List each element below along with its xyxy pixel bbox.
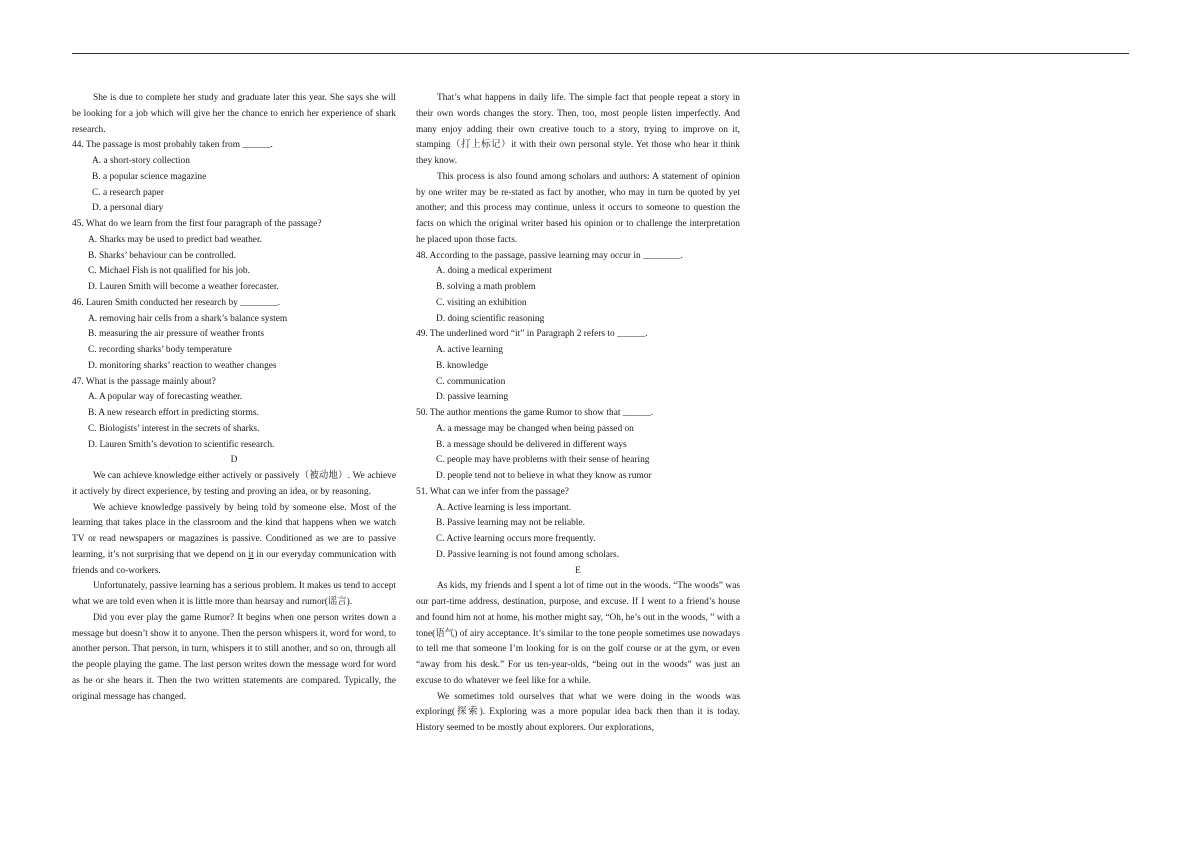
header-rule — [72, 53, 1129, 54]
question-47-option-d: D. Lauren Smith’s devotion to scientific research. — [88, 439, 275, 450]
question-48-option-c: C. visiting an exhibition — [436, 297, 527, 308]
paragraph-text: We achieve knowledge passively by being told by someone else. Most of the learning that takes place in the classroom and the kind that happens when we watch TV or read newspapers or magazines is passive. Conditioned as we are to passive learning, it’s not surprising that we depend on — [72, 502, 396, 560]
question-51-option-b: B. Passive learning may not be reliable. — [436, 518, 585, 529]
paragraph-text: in our everyday communication with friends and co-workers. — [72, 549, 397, 576]
question-50-option-b: B. a message should be delivered in different ways — [436, 439, 627, 450]
question-44-option-b: B. a popular science magazine — [92, 171, 207, 182]
paragraph: Did you ever play the game Rumor? It begins when one person writes down a message but doesn’t show it to anyone. Then the person whispers it, word for word, to another person. That person, in turn, whispers it to still another, and so on, through all the people playing the game. The last person writes down the message word for word as he or she hears it. Then the two written statements are compared. Typically, the original message has changed. — [72, 612, 396, 702]
question-48-option-a: A. doing a medical experiment — [436, 266, 552, 277]
question-47-stem: 47. What is the passage mainly about? — [72, 376, 216, 387]
question-50-option-d: D. people tend not to believe in what they know as rumor — [436, 471, 652, 481]
question-51-option-d: D. Passive learning is not found among scholars. — [436, 549, 620, 560]
question-50-stem: 50. The author mentions the game Rumor to show that ______. — [416, 408, 654, 418]
paragraph: This process is also found among scholars and authors: A statement of opinion by one writer may be re-stated as fact by another, who may in turn be quoted by yet another; and this process may continue, unless it occurs to someone to question the facts on which the original writer based his opinion or to challenge the interpretation he placed upon those facts. — [416, 171, 740, 245]
question-46-option-d: D. monitoring sharks’ reaction to weather changes — [88, 360, 277, 371]
paragraph: We sometimes told ourselves that what we were doing in the woods was exploring(探索). Exploring was a more popular idea back then than it is today. History seemed to be mostly about explorers. Our explorations, — [416, 691, 740, 733]
question-45-option-a: A. Sharks may be used to predict bad weather. — [88, 234, 262, 245]
question-46-option-a: A. removing hair cells from a shark’s balance system — [88, 313, 288, 324]
paragraph: As kids, my friends and I spent a lot of time out in the woods. “The woods” was our part-time address, destination, purpose, and excuse. If I went to a friend’s house and found him not at home, his mother might say, “Oh, he’s out in the woods, ” with a tone(语气) of airy acceptance. It’s similar to the tone people sometimes use nowadays to tell me that someone I’m looking for is on the golf course or at the gym, or even “away from his desk.” For us ten-year-olds, “being out in the woods” was just an excuse to do whatever we feel like for a while. — [416, 581, 740, 686]
right-column — [416, 91, 740, 737]
paragraph — [72, 501, 396, 580]
question-44-option-a: A. a short-story collection — [92, 156, 190, 166]
question-49-stem: 49. The underlined word “it” in Paragraph 2 refers to ______. — [416, 329, 648, 340]
section-heading-d: D — [230, 455, 238, 466]
section-heading-e: E — [575, 565, 581, 576]
question-44-option-c: C. a research paper — [92, 187, 164, 198]
question-46-stem: 46. Lauren Smith conducted her research by ________. — [72, 297, 281, 308]
paragraph: We can achieve knowledge either actively or passively（被动地）. We achieve it actively by direct experience, by testing and proving an idea, or by reasoning. — [72, 471, 396, 497]
question-45-stem: 45. What do we learn from the first four paragraph of the passage? — [72, 219, 322, 229]
question-45-option-d: D. Lauren Smith will become a weather forecaster. — [88, 282, 279, 292]
question-49-option-d: D. passive learning — [436, 392, 509, 403]
question-50-option-a: A. a message may be changed when being passed on — [436, 423, 634, 434]
question-46-option-b: B. measuring the air pressure of weather fronts — [88, 329, 264, 340]
question-44-option-d: D. a personal diary — [92, 203, 164, 214]
paragraph: Unfortunately, passive learning has a serious problem. It makes us tend to accept what we are told even when it is little more than hearsay and rumor(谣言). — [72, 581, 396, 607]
question-51-stem: 51. What can we infer from the passage? — [416, 486, 569, 497]
question-44-stem: 44. The passage is most probably taken from ______. — [72, 140, 273, 151]
question-48-option-b: B. solving a math problem — [436, 282, 536, 292]
question-47-option-b: B. A new research effort in predicting storms. — [88, 408, 259, 418]
question-45-option-c: C. Michael Fish is not qualified for his job. — [88, 266, 250, 277]
question-51-option-a: A. Active learning is less important. — [436, 502, 572, 513]
paragraph: She is due to complete her study and graduate later this year. She says she will be looking for a job which will give her the chance to enrich her experience of shark research. — [72, 93, 396, 135]
question-46-option-c: C. recording sharks’ body temperature — [88, 345, 232, 355]
question-48-option-d: D. doing scientific reasoning — [436, 313, 545, 324]
question-49-option-a: A. active learning — [436, 345, 503, 355]
underlined-word: it — [248, 549, 254, 560]
question-45-option-b: B. Sharks’ behaviour can be controlled. — [88, 250, 236, 261]
question-47-option-c: C. Biologists’ interest in the secrets of sharks. — [88, 423, 260, 434]
question-50-option-c: C. people may have problems with their sense of hearing — [436, 455, 650, 466]
question-51-option-c: C. Active learning occurs more frequently. — [436, 534, 596, 544]
question-48-stem: 48. According to the passage, passive learning may occur in ________. — [416, 250, 683, 261]
question-47-option-a: A. A popular way of forecasting weather. — [88, 392, 243, 403]
left-column — [72, 91, 396, 705]
paragraph: That’s what happens in daily life. The simple fact that people repeat a story in their own words changes the story. Then, too, most people listen imperfectly. And many enjoy adding their own creative touch to a story, trying to improve on it, stamping（打上标记）it with their own personal style. Yet those who hear it think they know. — [416, 93, 740, 166]
question-49-option-c: C. communication — [436, 376, 506, 387]
question-49-option-b: B. knowledge — [436, 360, 489, 371]
